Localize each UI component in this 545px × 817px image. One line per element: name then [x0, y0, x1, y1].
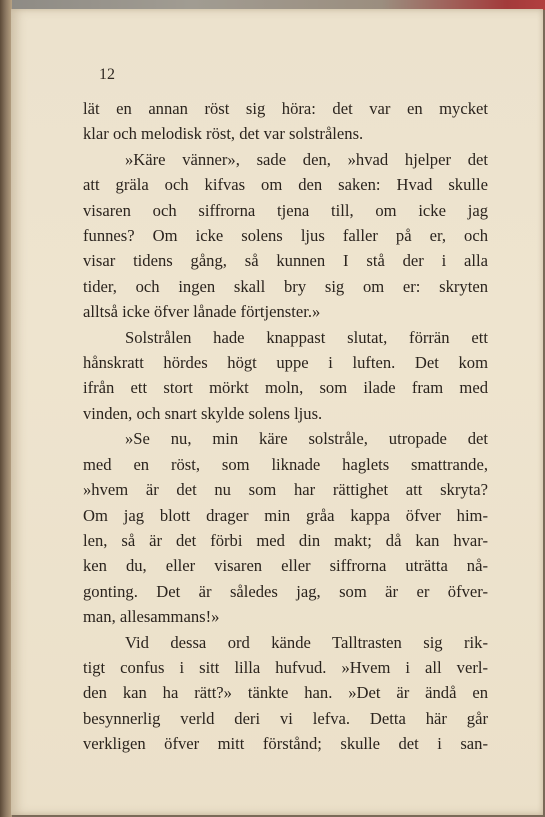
text-line: ifrån ett stort mörkt moln, som ilade fram med: [83, 378, 488, 398]
text-line: ken du, eller visaren eller siffrorna uträtta nå-: [83, 556, 488, 576]
text-line: »hvem är det nu som har rättighet att skryta?: [83, 480, 488, 500]
text-line: visaren och siffrorna tjena till, om icke jag: [83, 200, 488, 220]
text-line: alltså icke öfver lånade förtjenster.»: [83, 302, 321, 322]
body-text: [83, 96, 488, 757]
page-sheet: [11, 9, 543, 815]
page-number: 12: [99, 66, 115, 83]
text-line: med en röst, som liknade haglets smattrande,: [83, 454, 488, 474]
text-line: man, allesammans!»: [83, 607, 220, 627]
text-line: Om jag blott drager min gråa kappa öfver him-: [83, 505, 488, 525]
text-line: funnes? Om icke solens ljus faller på er, och: [83, 226, 488, 246]
text-line: »Käre vänner», sade den, »hvad hjelper det: [125, 149, 488, 169]
text-line: besynnerlig verld deri vi lefva. Detta här går: [83, 708, 488, 728]
text-line: vinden, och snart skylde solens ljus.: [83, 403, 323, 423]
text-line: klar och melodisk röst, det var solstrålens.: [83, 124, 364, 144]
text-line: hånskratt hördes högt uppe i luften. Det kom: [83, 353, 488, 373]
text-line: lät en annan röst sig höra: det var en mycket: [83, 99, 488, 118]
text-line: Solstrålen hade knappast slutat, förrän ett: [125, 327, 488, 347]
text-line: »Se nu, min käre solstråle, utropade det: [125, 429, 488, 449]
text-line: gonting. Det är således jag, som är er öfver-: [83, 581, 488, 601]
text-line: verkligen öfver mitt förstånd; skulle det i san-: [83, 734, 488, 754]
text-line: visar tidens gång, så kunnen I stå der i alla: [83, 251, 488, 271]
text-line: len, så är det förbi med din makt; då kan hvar-: [83, 530, 488, 550]
text-line: att gräla och kifvas om den saken: Hvad skulle: [83, 175, 488, 195]
text-line: tider, och ingen skall bry sig om er: skryten: [83, 276, 488, 296]
text-line: tigt confus i sitt lilla hufvud. »Hvem i all verl-: [83, 657, 488, 677]
text-line: Vid dessa ord kände Talltrasten sig rik-: [125, 632, 488, 652]
text-line: den kan ha rätt?» tänkte han. »Det är ändå en: [83, 683, 488, 703]
